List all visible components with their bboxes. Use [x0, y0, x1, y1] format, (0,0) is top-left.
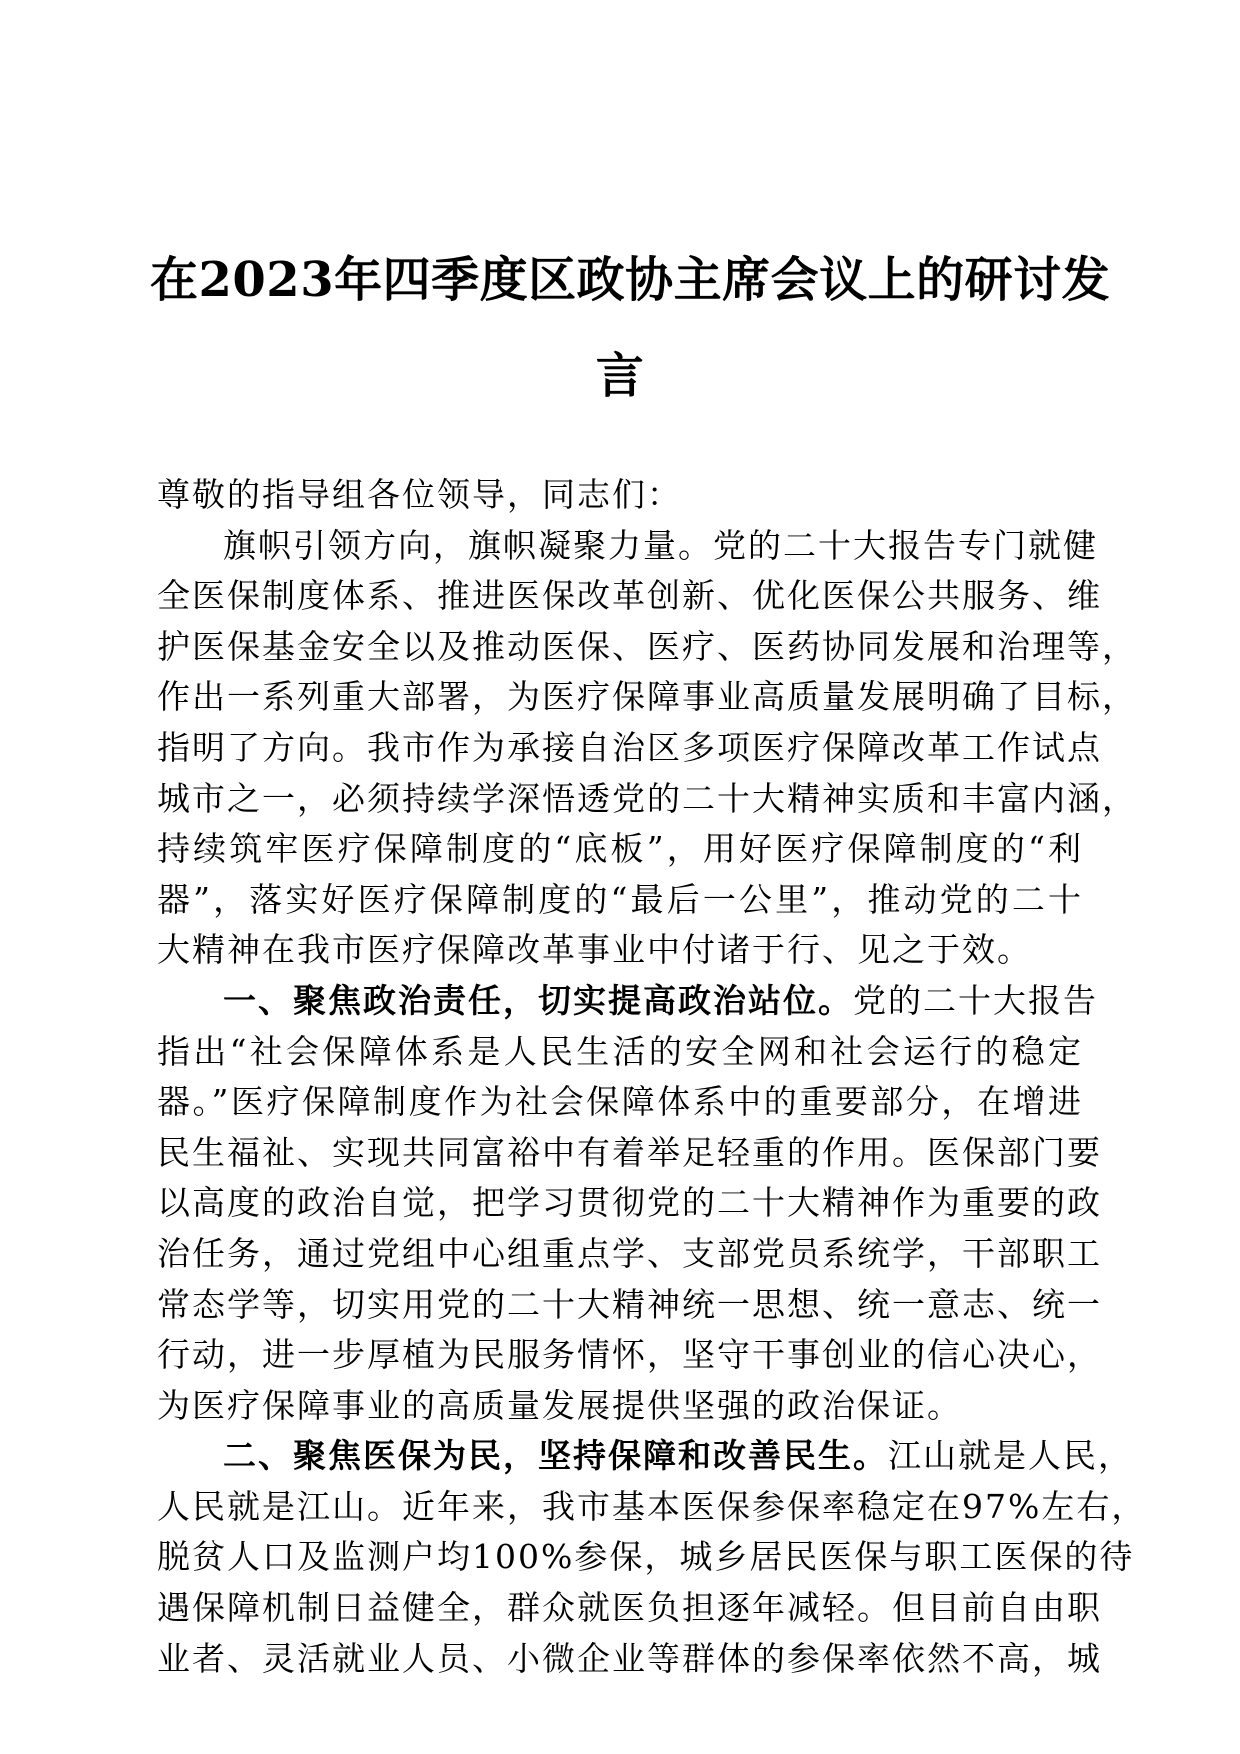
paragraph-line: 以高度的政治自觉，把学习贯彻党的二十大精神作为重要的政	[157, 1183, 1102, 1223]
paragraph-line: 城市之一，必须持续学深悟透党的二十大精神实质和丰富内涵，	[157, 778, 1137, 818]
paragraph-2	[157, 976, 1102, 1431]
paragraph-line: 业者、灵活就业人员、小微企业等群体的参保率依然不高，城	[157, 1638, 1102, 1678]
paragraph-line: 遇保障机制日益健全，群众就医负担逐年减轻。但目前自由职	[157, 1588, 1102, 1628]
section-heading-2: 二、聚焦医保为民，坚持保障和改善民生。	[223, 1436, 888, 1476]
salutation: 尊敬的指导组各位领导，同志们：	[157, 475, 682, 514]
paragraph-line: 指明了方向。我市作为承接自治区多项医疗保障改革工作试点	[157, 727, 1102, 767]
paragraph-text: 党的二十大报告	[853, 980, 1098, 1020]
paragraph-first-line	[157, 976, 1098, 1027]
paragraph-line: 行动，进一步厚植为民服务情怀，坚守干事创业的信心决心，	[157, 1335, 1102, 1375]
paragraph-line: 作出一系列重大部署，为医疗保障事业高质量发展明确了目标，	[157, 677, 1137, 717]
paragraph-line: 持续筑牢医疗保障制度的“底板”，用好医疗保障制度的“利	[157, 829, 1083, 869]
paragraph-text: 江山就是人民，	[888, 1436, 1133, 1476]
paragraph-3	[157, 1431, 1147, 1684]
paragraph-line: 为医疗保障事业的高质量发展提供坚强的政治保证。	[157, 1385, 962, 1425]
paragraph-line: 护医保基金安全以及推动医保、医疗、医药协同发展和治理等，	[157, 626, 1137, 666]
paragraph-line: 治任务，通过党组中心组重点学、支部党员系统学，干部职工	[157, 1233, 1102, 1273]
paragraph-line: 器。”医疗保障制度作为社会保障体系中的重要部分，在增进	[157, 1082, 1083, 1122]
document-body	[157, 470, 1147, 1684]
paragraph-line: 常态学等，切实用党的二十大精神统一思想、统一意志、统一	[157, 1284, 1102, 1324]
paragraph-line: 指出“社会保障体系是人民生活的安全网和社会运行的稳定	[157, 1031, 1083, 1071]
paragraph-1	[157, 521, 1137, 976]
paragraph-line: 民生福祉、实现共同富裕中有着举足轻重的作用。医保部门要	[157, 1132, 1102, 1172]
paragraph-line: 器”，落实好医疗保障制度的“最后一公里”，推动党的二十	[157, 879, 1083, 919]
paragraph-line: 大精神在我市医疗保障改革事业中付诸于行、见之于效。	[157, 930, 1032, 970]
paragraph-line: 全医保制度体系、推进医保改革创新、优化医保公共服务、维	[157, 576, 1102, 616]
document-title	[150, 232, 1111, 424]
paragraph-first-line	[157, 1431, 1133, 1482]
paragraph-line: 人民就是江山。近年来，我市基本医保参保率稳定在97%左右，	[157, 1486, 1147, 1526]
paragraph-line: 脱贫人口及监测户均100%参保，城乡居民医保与职工医保的待	[157, 1537, 1135, 1577]
section-heading-1: 一、聚焦政治责任，切实提高政治站位。	[223, 980, 853, 1020]
paragraph-line: 旗帜引领方向，旗帜凝聚力量。党的二十大报告专门就健	[223, 525, 1098, 565]
title-line-1: 在2023年四季度区政协主席会议上的研讨发	[150, 252, 1111, 308]
title-line-2: 言	[595, 348, 645, 404]
